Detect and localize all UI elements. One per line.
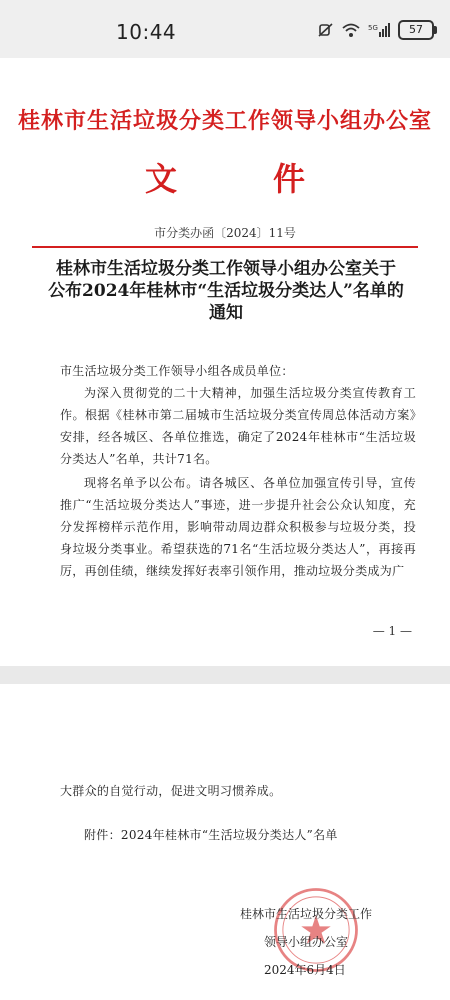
attachment-line: 附件：2024年桂林市“生活垃圾分类达人”名单 [84, 828, 338, 842]
page-number: — 1 — [372, 624, 412, 638]
wifi-icon [342, 22, 360, 38]
red-divider [32, 246, 418, 248]
document-page-2 [0, 684, 450, 1000]
document-word: 文件 [144, 160, 401, 198]
battery-icon: 57 [398, 20, 434, 40]
signature-block [240, 900, 410, 984]
status-icons [318, 20, 434, 40]
status-time: 10:44 [116, 20, 177, 44]
paragraph-2-continued: 大群众的自觉行动，促进文明习惯养成。 [60, 784, 282, 798]
notice-title [40, 258, 412, 324]
document-number: 市分类办函〔2024〕11号 [154, 226, 296, 240]
svg-text:5G: 5G [368, 24, 378, 32]
notice-title-line: 通知 [209, 303, 243, 323]
signature-line: 桂林市生活垃圾分类工作 [240, 907, 373, 921]
signature-line: 领导小组办公室 [264, 935, 349, 949]
status-bar [0, 0, 450, 58]
salutation: 市生活垃圾分类工作领导小组各成员单位： [60, 364, 294, 378]
mute-icon [318, 22, 334, 38]
notice-title-line: 公布2024年桂林市“生活垃圾分类达人”名单的 [48, 281, 404, 301]
5g-signal-icon [368, 22, 390, 38]
paragraph-1: 为深入贯彻党的二十大精神，加强生活垃圾分类宣传教育工作。根据《桂林市第二届城市生活垃圾分类宣传周总体活动方案》安排，经各城区、各单位推选，确定了2024年桂林市“生活垃圾分类达人”名单，共计71名。 [60, 386, 416, 466]
notice-title-line: 桂林市生活垃圾分类工作领导小组办公室关于 [56, 259, 396, 279]
issuer-heading: 桂林市生活垃圾分类工作领导小组办公室 [17, 108, 432, 134]
paragraph-2: 现将名单予以公布。请各城区、各单位加强宣传引导，宣传推广“生活垃圾分类达人”事迹，进一步提升社会公众认知度，充分发挥榜样示范作用，影响带动周边群众积极参与垃圾分类，投身垃圾分类事业。希望获选的71名“生活垃圾分类达人”，再接再厉，再创佳绩，继续发挥好表率引领作用，推动垃圾分类成为广 [60, 476, 416, 578]
issue-date: 2024年6月4日 [264, 963, 346, 977]
document-page-1 [0, 58, 450, 666]
